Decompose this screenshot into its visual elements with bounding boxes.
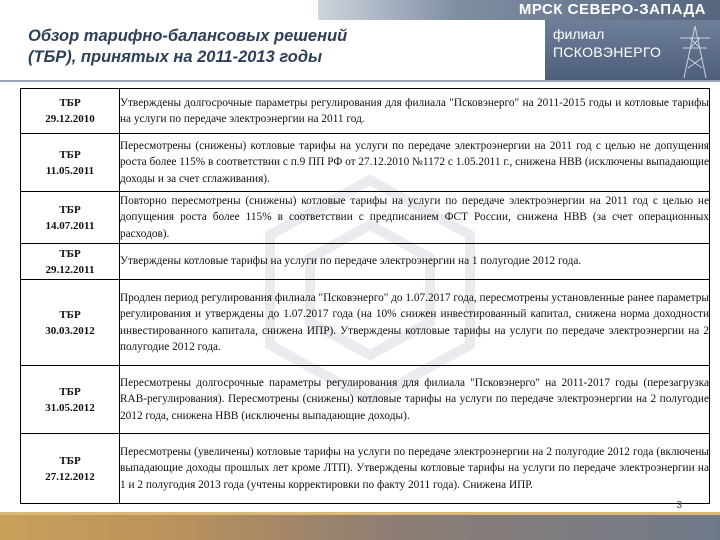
decision-date-cell: [21, 89, 120, 134]
header: [0, 0, 720, 82]
decision-text: Пересмотрены (увеличены) котловые тарифы на услуги по передаче электроэнергии на 2 полугодие 2012 года (включены выпадающие доходы прошлых лет кроме ЛТП). Утверждены котловые тарифы на услуги по передаче электроэнергии на 1 и 2 полугодия 2013 года (учтены корректировки по факту 2011 года). Снижена ИПР.: [120, 434, 710, 504]
decision-text: Утверждены котловые тарифы на услуги по передаче электроэнергии на 1 полугодие 2012 года.: [120, 244, 710, 280]
decision-date: 30.03.2012: [45, 324, 95, 337]
table-row: [21, 366, 710, 434]
decision-date-cell: [21, 366, 120, 434]
branch-name: ПСКОВЭНЕРГО: [553, 44, 662, 60]
branch-panel: [545, 20, 720, 82]
decision-date: 27.12.2012: [45, 470, 95, 483]
decision-date: 29.12.2010: [45, 113, 95, 125]
decision-label: ТБР: [59, 247, 81, 260]
table-row: [21, 192, 710, 244]
decision-text: Пересмотрены долгосрочные параметры регулирования для филиала "Псковэнерго" на 2011-2017 годы (перезагрузка RAB-регулирования). Пересмотрены (снижены) котловые тарифы на услуги по передаче электроэнергии на 2 полугодие 2012 года, снижена НВВ (исключены выпадающие доходы).: [120, 366, 710, 434]
tbr-table: [20, 88, 710, 504]
table-row: [21, 89, 710, 134]
page-title-line-2: (ТБР), принятых на 2011-2013 годы: [28, 48, 323, 66]
brand-name: МРСК СЕВЕРО-ЗАПАДА: [518, 1, 706, 18]
decision-date-cell: [21, 134, 120, 192]
footer-bar: [0, 512, 720, 540]
decision-label: ТБР: [59, 203, 81, 216]
table-row: [21, 134, 710, 192]
branch-label: филиал: [553, 26, 605, 42]
decision-date-cell: [21, 280, 120, 366]
decision-date-cell: [21, 244, 120, 280]
decision-label: ТБР: [59, 454, 81, 467]
page-title: [28, 26, 347, 68]
footer-stripe: [0, 512, 720, 515]
brand-bar: [318, 0, 720, 20]
page-title-line-1: Обзор тарифно-балансовых решений: [28, 27, 348, 45]
decision-date-cell: [21, 192, 120, 244]
decision-date: 14.07.2011: [45, 219, 95, 232]
decision-date: 29.12.2011: [45, 263, 95, 276]
decision-label: ТБР: [59, 308, 81, 321]
page-number: 3: [676, 500, 682, 511]
table-row: [21, 280, 710, 366]
decision-label: ТБР: [59, 97, 81, 109]
decision-text: Продлен период регулирования филиала "Псковэнерго" до 1.07.2017 года, пересмотрены установленные ранее параметры регулирования и утверждены до 1.07.2017 года (на 10% снижен инвестированный капитал, снижена норма доходности инвестированного капитала, снижена ИПР). Утверждены котловые тарифы на услуги по передаче электроэнергии на 2 полугодие 2012 года.: [120, 280, 710, 366]
table-row: [21, 434, 710, 504]
decision-label: ТБР: [59, 148, 81, 161]
decision-text: Утверждены долгосрочные параметры регулирования для филиала "Псковэнерго" на 2011-2015 годы и котловые тарифы на услуги по передаче электроэнергии на 2011 год.: [120, 89, 710, 134]
decision-text: Пересмотрены (снижены) котловые тарифы на услуги по передаче электроэнергии на 2011 год с целью не допущения роста более 115% в соответствии с п.9 ПП РФ от 27.12.2010 №1172 с 1.05.2011 г., снижена НВВ (исключены выпадающие доходы и за счет сглаживания).: [120, 134, 710, 192]
decision-date: 11.05.2011: [45, 164, 95, 177]
table-row: [21, 244, 710, 280]
decision-label: ТБР: [59, 385, 81, 398]
decision-text: Повторно пересмотрены (снижены) котловые тарифы на услуги по передаче электроэнергии на 2011 год с целью не допущения роста более 115% в соответствии с предписанием ФСТ России, снижена НВВ (за счет операционных расходов).: [120, 192, 710, 244]
power-pylon-icon: [678, 26, 712, 78]
decision-date: 31.05.2012: [45, 401, 95, 414]
header-divider: [0, 80, 720, 82]
decision-date-cell: [21, 434, 120, 504]
